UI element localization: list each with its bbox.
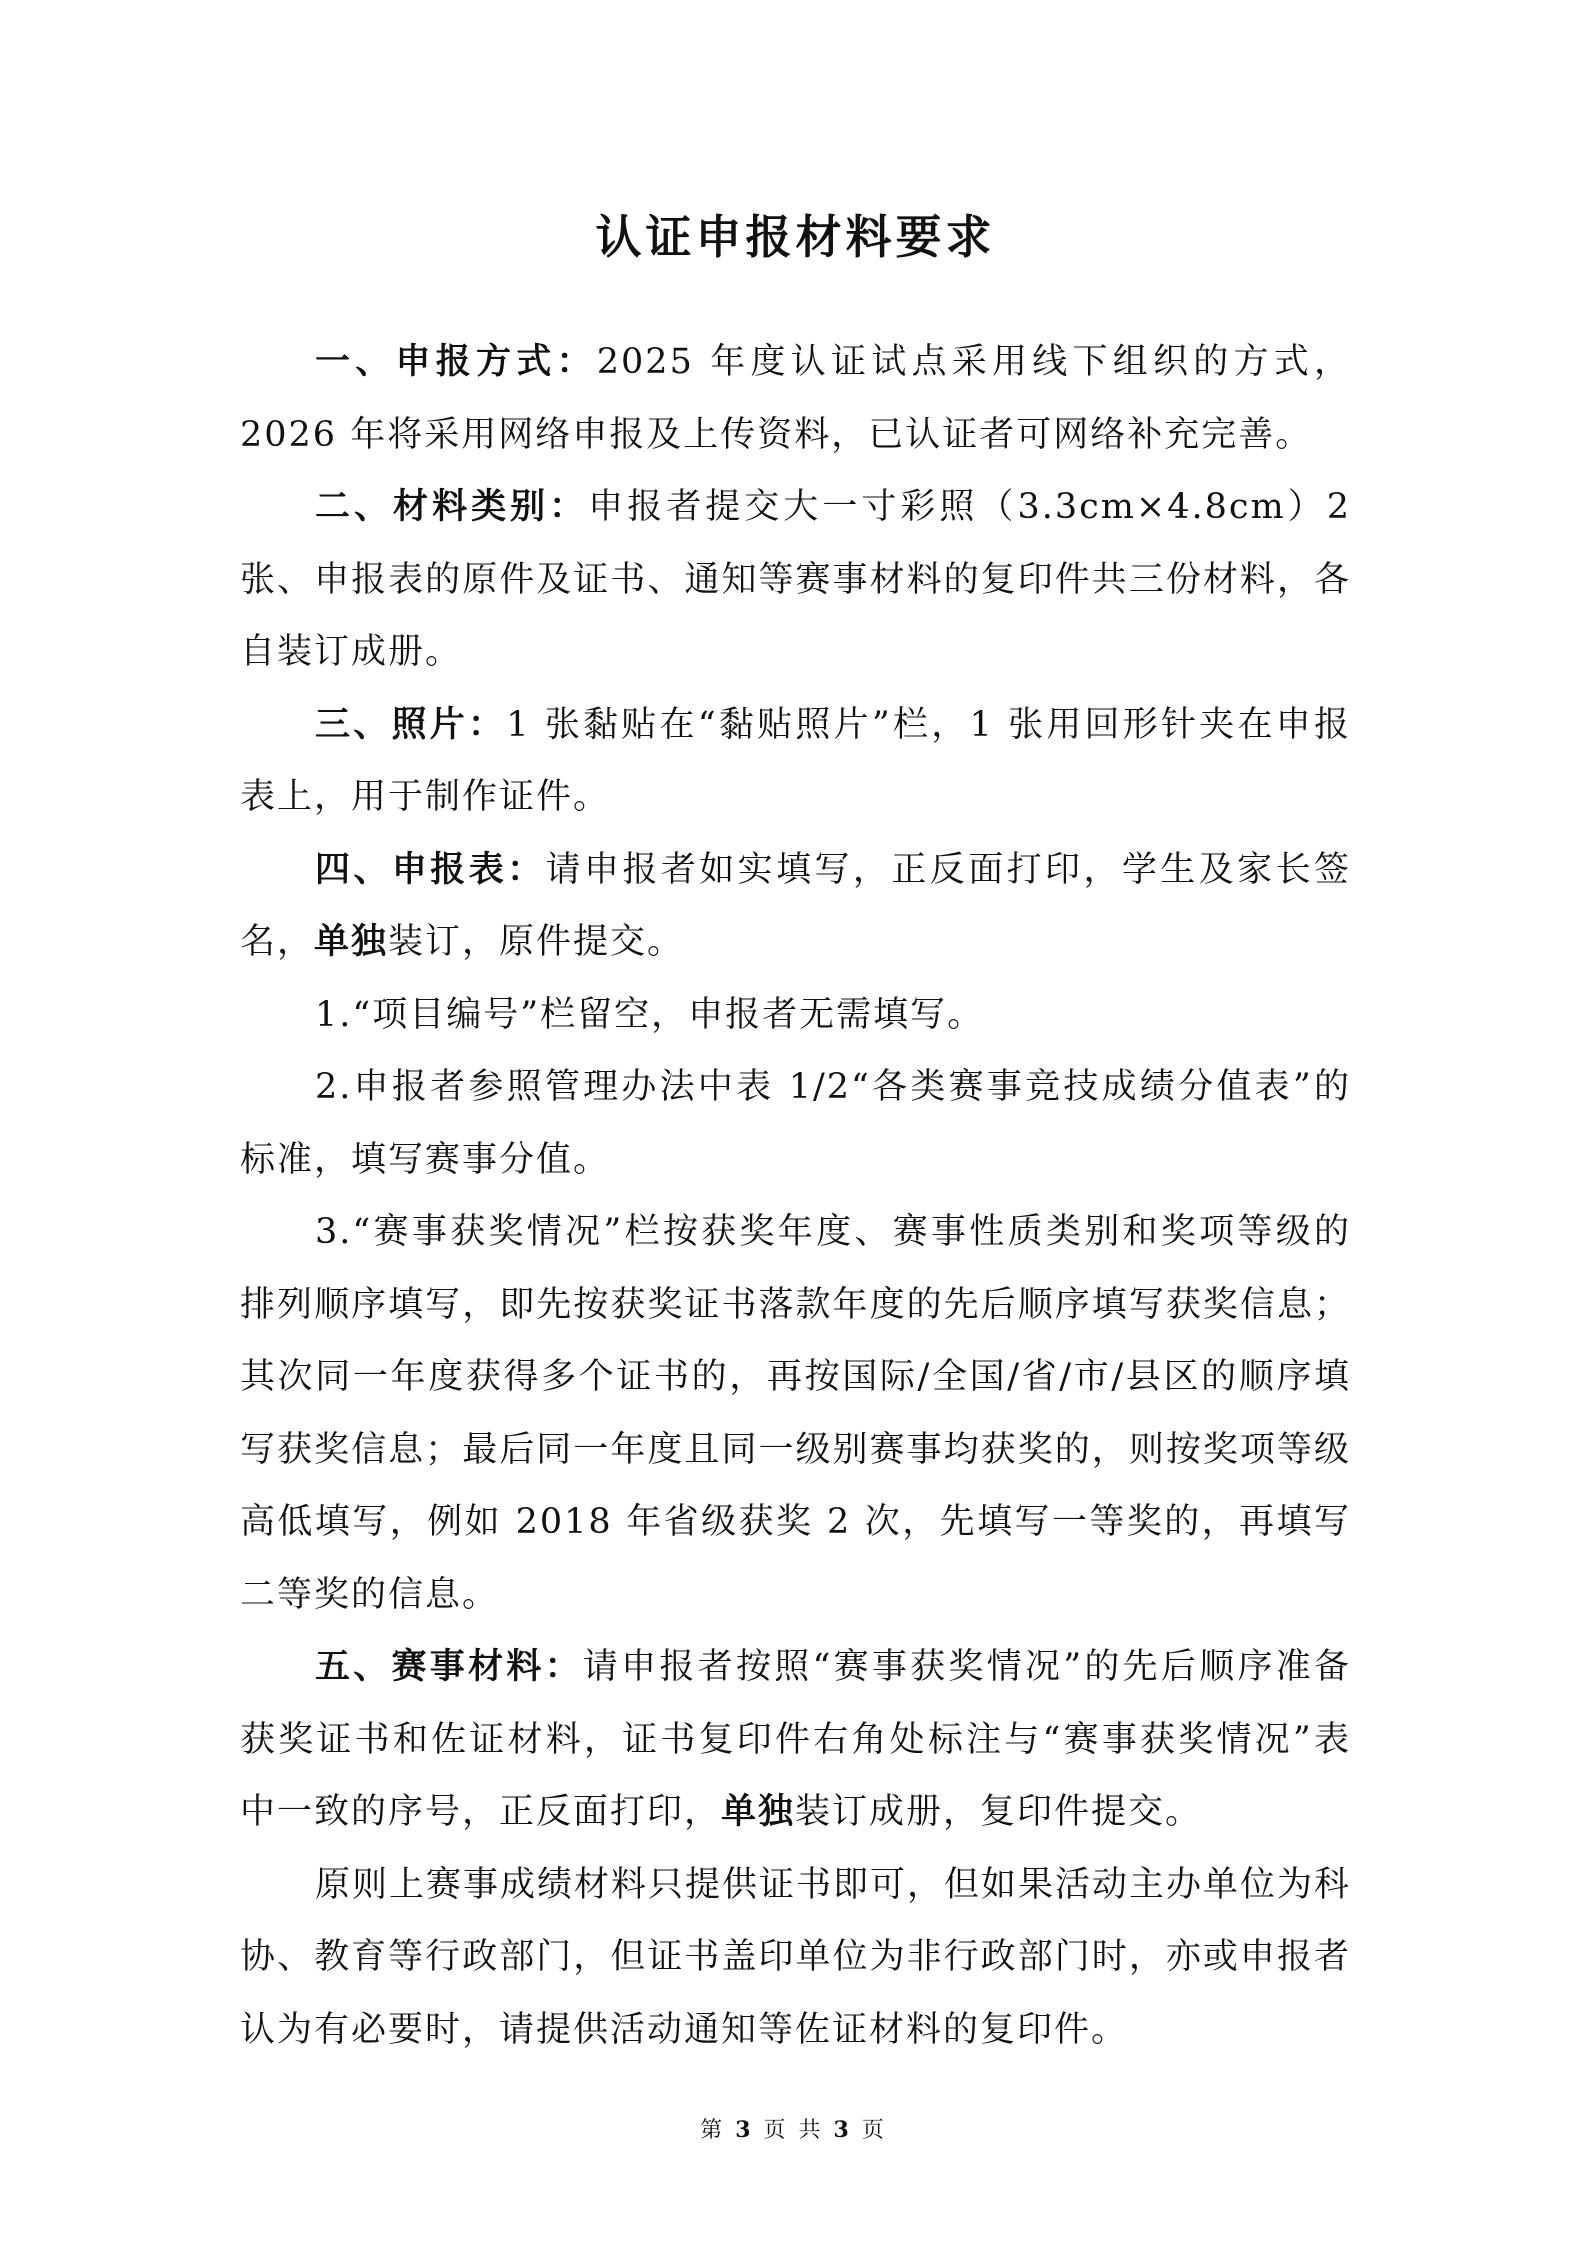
section-application-form	[240, 834, 1351, 979]
list-item-3: 3.“赛事获奖情况”栏按获奖年度、赛事性质类别和奖项等级的排列顺序填写，即先按获奖证书落款年度的先后顺序填写获奖信息；其次同一年度获得多个证书的，再按国际/全国/省/市/县区的顺序填写获奖信息；最后同一年度且同一级别赛事均获奖的，则按奖项等级高低填写，例如 2018 年省级获奖 2 次，先填写一等奖的，再填写二等奖的信息。	[240, 1212, 1351, 1615]
section-body: 装订成册，复印件提交。	[795, 1792, 1203, 1832]
section-heading: 四、申报表：	[315, 849, 546, 890]
section-heading: 五、赛事材料：	[315, 1647, 583, 1687]
total-page-number: 3	[833, 2117, 852, 2143]
section-photos	[240, 689, 1351, 834]
section-heading: 一、申报方式：	[315, 342, 597, 382]
list-item-2: 2.申报者参照管理办法中表 1/2“各类赛事竞技成绩分值表”的标准，填写赛事分值。	[240, 1067, 1351, 1180]
section-heading: 三、照片：	[315, 704, 507, 745]
emphasis-text: 单独	[721, 1792, 796, 1832]
section-body: 请申报者按照“赛事获奖情况”的先后顺序准备获奖证书和佐证材料，证书复印件右角处标注与“赛事获奖情况”表中一致的序号，正反面打印，	[240, 1647, 1351, 1832]
emphasis-text: 单独	[314, 922, 389, 962]
footer-prefix: 第	[700, 2118, 726, 2143]
current-page-number: 3	[735, 2117, 754, 2143]
list-item-1: 1.“项目编号”栏留空，申报者无需填写。	[315, 994, 985, 1035]
section-heading: 二、材料类别：	[315, 487, 589, 527]
page-footer	[0, 2113, 1587, 2144]
footer-suffix: 页	[861, 2118, 887, 2143]
section-body: 申报者提交大一寸彩照（3.3cm×4.8cm）2 张、申报表的原件及证书、通知等赛事材料的复印件共三份材料，各自装订成册。	[240, 487, 1351, 672]
section-competition-materials	[240, 1631, 1351, 1849]
section-body: 1 张黏贴在“黏贴照片”栏，1 张用回形针夹在申报表上，用于制作证件。	[240, 704, 1351, 817]
page-title: 认证申报材料要求	[595, 210, 996, 264]
section-declaration-method	[240, 326, 1351, 471]
footer-mid: 页 共	[763, 2118, 824, 2143]
section-material-types	[240, 471, 1351, 689]
closing-paragraph: 原则上赛事成绩材料只提供证书即可，但如果活动主办单位为科协、教育等行政部门，但证书盖印单位为非行政部门时，亦或申报者认为有必要时，请提供活动通知等佐证材料的复印件。	[240, 1864, 1352, 2050]
section-body: 装订，原件提交。	[388, 922, 685, 962]
section-body: 请申报者如实填写，正反面打印，学生及家长签名，	[240, 849, 1351, 962]
section-body: 2025 年度认证试点采用线下组织的方式，2026 年将采用网络申报及上传资料，已认证者可网络补充完善。	[240, 342, 1351, 455]
